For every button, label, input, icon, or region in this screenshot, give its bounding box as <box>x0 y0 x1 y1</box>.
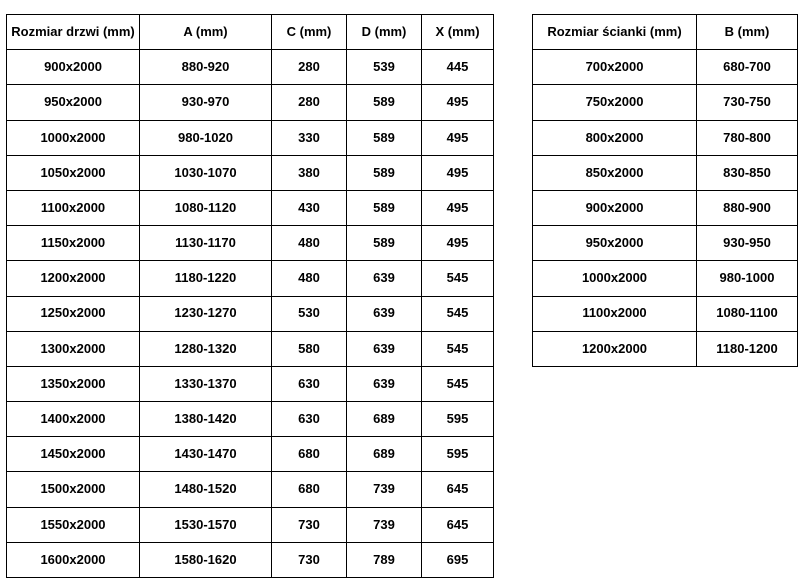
cell-c: 280 <box>272 85 347 120</box>
table-row <box>7 155 494 190</box>
table-row <box>533 120 798 155</box>
cell-x: 595 <box>422 437 494 472</box>
column-header-door-size: Rozmiar drzwi (mm) <box>7 15 140 50</box>
table-row <box>7 542 494 577</box>
table-row <box>7 85 494 120</box>
table-row <box>533 85 798 120</box>
cell-x: 495 <box>422 226 494 261</box>
cell-door-size: 1000x2000 <box>7 120 140 155</box>
cell-c: 330 <box>272 120 347 155</box>
column-header-c: C (mm) <box>272 15 347 50</box>
table-header-row <box>533 15 798 50</box>
cell-x: 645 <box>422 507 494 542</box>
table-row <box>7 50 494 85</box>
cell-b: 1080-1100 <box>697 296 798 331</box>
cell-door-size: 1300x2000 <box>7 331 140 366</box>
table-row <box>533 155 798 190</box>
cell-c: 280 <box>272 50 347 85</box>
cell-x: 645 <box>422 472 494 507</box>
cell-a: 1130-1170 <box>140 226 272 261</box>
cell-b: 880-900 <box>697 190 798 225</box>
cell-c: 680 <box>272 472 347 507</box>
column-header-x: X (mm) <box>422 15 494 50</box>
cell-x: 595 <box>422 402 494 437</box>
doors-table-body <box>7 50 494 578</box>
cell-x: 545 <box>422 261 494 296</box>
table-row <box>7 120 494 155</box>
doors-size-table <box>6 14 494 578</box>
doors-size-table-container <box>6 14 494 578</box>
cell-b: 980-1000 <box>697 261 798 296</box>
cell-door-size: 900x2000 <box>7 50 140 85</box>
cell-d: 589 <box>347 226 422 261</box>
cell-a: 1030-1070 <box>140 155 272 190</box>
cell-d: 639 <box>347 366 422 401</box>
cell-x: 545 <box>422 296 494 331</box>
cell-a: 1080-1120 <box>140 190 272 225</box>
cell-d: 739 <box>347 507 422 542</box>
cell-door-size: 1450x2000 <box>7 437 140 472</box>
table-row <box>533 50 798 85</box>
cell-a: 1330-1370 <box>140 366 272 401</box>
cell-door-size: 1600x2000 <box>7 542 140 577</box>
wall-size-table <box>532 14 798 367</box>
cell-b: 680-700 <box>697 50 798 85</box>
column-header-d: D (mm) <box>347 15 422 50</box>
table-row <box>7 437 494 472</box>
table-row <box>7 402 494 437</box>
column-header-wall-size: Rozmiar ścianki (mm) <box>533 15 697 50</box>
cell-a: 1530-1570 <box>140 507 272 542</box>
doors-table-header <box>7 15 494 50</box>
cell-x: 495 <box>422 190 494 225</box>
cell-c: 380 <box>272 155 347 190</box>
table-row <box>7 507 494 542</box>
cell-wall-size: 1100x2000 <box>533 296 697 331</box>
cell-d: 789 <box>347 542 422 577</box>
cell-c: 480 <box>272 226 347 261</box>
cell-a: 1580-1620 <box>140 542 272 577</box>
cell-wall-size: 950x2000 <box>533 226 697 261</box>
table-row <box>7 261 494 296</box>
cell-c: 730 <box>272 507 347 542</box>
cell-wall-size: 700x2000 <box>533 50 697 85</box>
cell-c: 630 <box>272 366 347 401</box>
cell-b: 930-950 <box>697 226 798 261</box>
table-row <box>7 226 494 261</box>
cell-c: 480 <box>272 261 347 296</box>
cell-b: 730-750 <box>697 85 798 120</box>
cell-x: 445 <box>422 50 494 85</box>
cell-door-size: 1550x2000 <box>7 507 140 542</box>
cell-wall-size: 850x2000 <box>533 155 697 190</box>
table-row <box>7 366 494 401</box>
cell-d: 539 <box>347 50 422 85</box>
cell-a: 1380-1420 <box>140 402 272 437</box>
cell-a: 1180-1220 <box>140 261 272 296</box>
cell-d: 589 <box>347 120 422 155</box>
cell-a: 880-920 <box>140 50 272 85</box>
cell-door-size: 1400x2000 <box>7 402 140 437</box>
table-row <box>7 472 494 507</box>
table-row <box>533 226 798 261</box>
cell-wall-size: 1000x2000 <box>533 261 697 296</box>
column-header-a: A (mm) <box>140 15 272 50</box>
cell-d: 589 <box>347 190 422 225</box>
cell-c: 680 <box>272 437 347 472</box>
cell-b: 780-800 <box>697 120 798 155</box>
cell-door-size: 1100x2000 <box>7 190 140 225</box>
cell-d: 689 <box>347 437 422 472</box>
cell-c: 430 <box>272 190 347 225</box>
cell-door-size: 1250x2000 <box>7 296 140 331</box>
table-header-row <box>7 15 494 50</box>
cell-a: 1280-1320 <box>140 331 272 366</box>
cell-door-size: 1050x2000 <box>7 155 140 190</box>
cell-wall-size: 750x2000 <box>533 85 697 120</box>
cell-wall-size: 900x2000 <box>533 190 697 225</box>
cell-d: 589 <box>347 155 422 190</box>
cell-c: 580 <box>272 331 347 366</box>
wall-table-body <box>533 50 798 367</box>
table-row <box>533 190 798 225</box>
cell-door-size: 1150x2000 <box>7 226 140 261</box>
table-row <box>533 296 798 331</box>
cell-d: 589 <box>347 85 422 120</box>
column-header-b: B (mm) <box>697 15 798 50</box>
cell-a: 1230-1270 <box>140 296 272 331</box>
cell-x: 545 <box>422 331 494 366</box>
table-row <box>533 331 798 366</box>
cell-door-size: 1350x2000 <box>7 366 140 401</box>
cell-a: 1430-1470 <box>140 437 272 472</box>
cell-x: 495 <box>422 85 494 120</box>
cell-a: 980-1020 <box>140 120 272 155</box>
cell-door-size: 1500x2000 <box>7 472 140 507</box>
cell-a: 930-970 <box>140 85 272 120</box>
wall-size-table-container <box>532 14 798 367</box>
table-row <box>7 190 494 225</box>
cell-door-size: 950x2000 <box>7 85 140 120</box>
cell-b: 1180-1200 <box>697 331 798 366</box>
wall-table-header <box>533 15 798 50</box>
cell-wall-size: 800x2000 <box>533 120 697 155</box>
cell-d: 639 <box>347 296 422 331</box>
cell-x: 495 <box>422 155 494 190</box>
cell-d: 689 <box>347 402 422 437</box>
cell-wall-size: 1200x2000 <box>533 331 697 366</box>
cell-x: 545 <box>422 366 494 401</box>
cell-c: 730 <box>272 542 347 577</box>
cell-d: 639 <box>347 331 422 366</box>
table-row <box>7 331 494 366</box>
table-row <box>533 261 798 296</box>
cell-door-size: 1200x2000 <box>7 261 140 296</box>
cell-b: 830-850 <box>697 155 798 190</box>
cell-a: 1480-1520 <box>140 472 272 507</box>
cell-x: 495 <box>422 120 494 155</box>
cell-d: 739 <box>347 472 422 507</box>
cell-d: 639 <box>347 261 422 296</box>
table-row <box>7 296 494 331</box>
cell-c: 630 <box>272 402 347 437</box>
cell-x: 695 <box>422 542 494 577</box>
cell-c: 530 <box>272 296 347 331</box>
